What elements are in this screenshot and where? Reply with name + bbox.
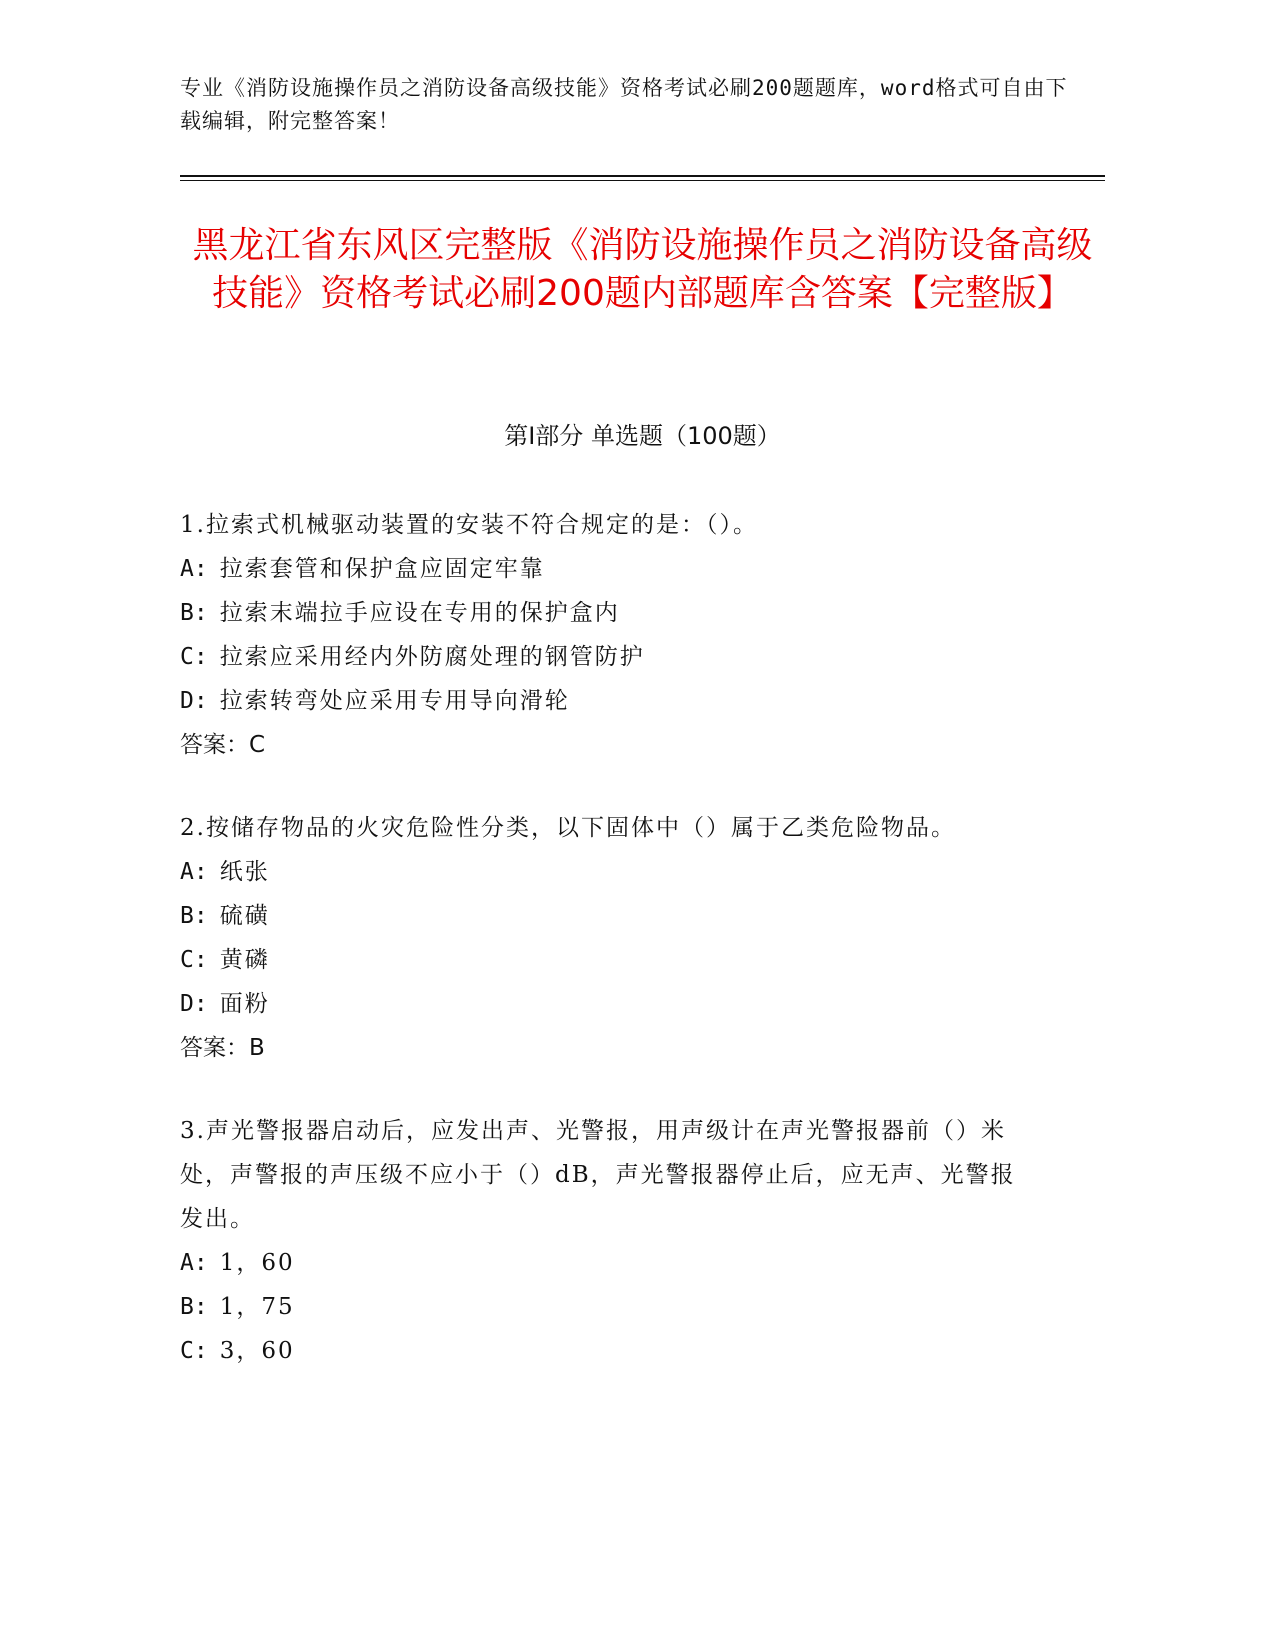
question-stem: 1.拉索式机械驱动装置的安装不符合规定的是：（）。	[180, 512, 758, 538]
option-c	[180, 1329, 1020, 1373]
header-divider-thin	[180, 180, 1105, 181]
question-list	[180, 503, 1020, 1412]
header-note: 专业《消防设施操作员之消防设备高级技能》资格考试必刷200题题库，word格式可自由下载编辑，附完整答案！	[180, 76, 1068, 133]
answer-line: 答案：B	[180, 1035, 265, 1061]
option-b	[180, 1285, 1020, 1329]
option-letter: A:	[180, 1250, 208, 1276]
option-text: 拉索末端拉手应设在专用的保护盒内	[219, 600, 620, 626]
option-text: 面粉	[219, 991, 270, 1017]
option-a	[180, 1241, 1020, 1285]
option-text: 黄磷	[219, 947, 270, 973]
option-d	[180, 679, 1020, 723]
document-title: 黑龙江省东风区完整版《消防设施操作员之消防设备高级技能》资格考试必刷200题内部题库含答案【完整版】	[192, 225, 1093, 314]
option-b	[180, 591, 1020, 635]
option-text: 硫磺	[219, 903, 270, 929]
option-text: 3，60	[219, 1338, 295, 1364]
question-1	[180, 503, 1020, 767]
option-c	[180, 635, 1020, 679]
option-c	[180, 938, 1020, 982]
header-divider-thick	[180, 175, 1105, 177]
option-text: 1，75	[219, 1294, 295, 1320]
option-letter: A:	[180, 556, 208, 582]
question-stem: 3.声光警报器启动后，应发出声、光警报，用声级计在声光警报器前（）米处，声警报的声压级不应小于（）dB，声光警报器停止后，应无声、光警报发出。	[180, 1118, 1016, 1232]
option-letter: C:	[180, 1338, 208, 1364]
option-text: 拉索应采用经内外防腐处理的钢管防护	[219, 644, 645, 670]
option-text: 拉索套管和保护盒应固定牢靠	[219, 556, 545, 582]
option-text: 纸张	[219, 859, 270, 885]
option-text: 1，60	[219, 1250, 295, 1276]
question-3	[180, 1109, 1020, 1373]
question-2	[180, 806, 1020, 1070]
option-letter: B:	[180, 600, 208, 626]
option-b	[180, 894, 1020, 938]
option-letter: B:	[180, 1294, 208, 1320]
question-stem: 2.按储存物品的火灾危险性分类，以下固体中（）属于乙类危险物品。	[180, 815, 956, 841]
option-d	[180, 982, 1020, 1026]
answer-line: 答案：C	[180, 732, 266, 758]
option-letter: A:	[180, 859, 208, 885]
option-a	[180, 547, 1020, 591]
option-letter: C:	[180, 947, 208, 973]
option-text: 拉索转弯处应采用专用导向滑轮	[219, 688, 570, 714]
section-heading: 第Ⅰ部分 单选题（100题）	[504, 422, 781, 450]
option-letter: D:	[180, 688, 208, 714]
option-a	[180, 850, 1020, 894]
option-letter: B:	[180, 903, 208, 929]
option-letter: C:	[180, 644, 208, 670]
option-letter: D:	[180, 991, 208, 1017]
